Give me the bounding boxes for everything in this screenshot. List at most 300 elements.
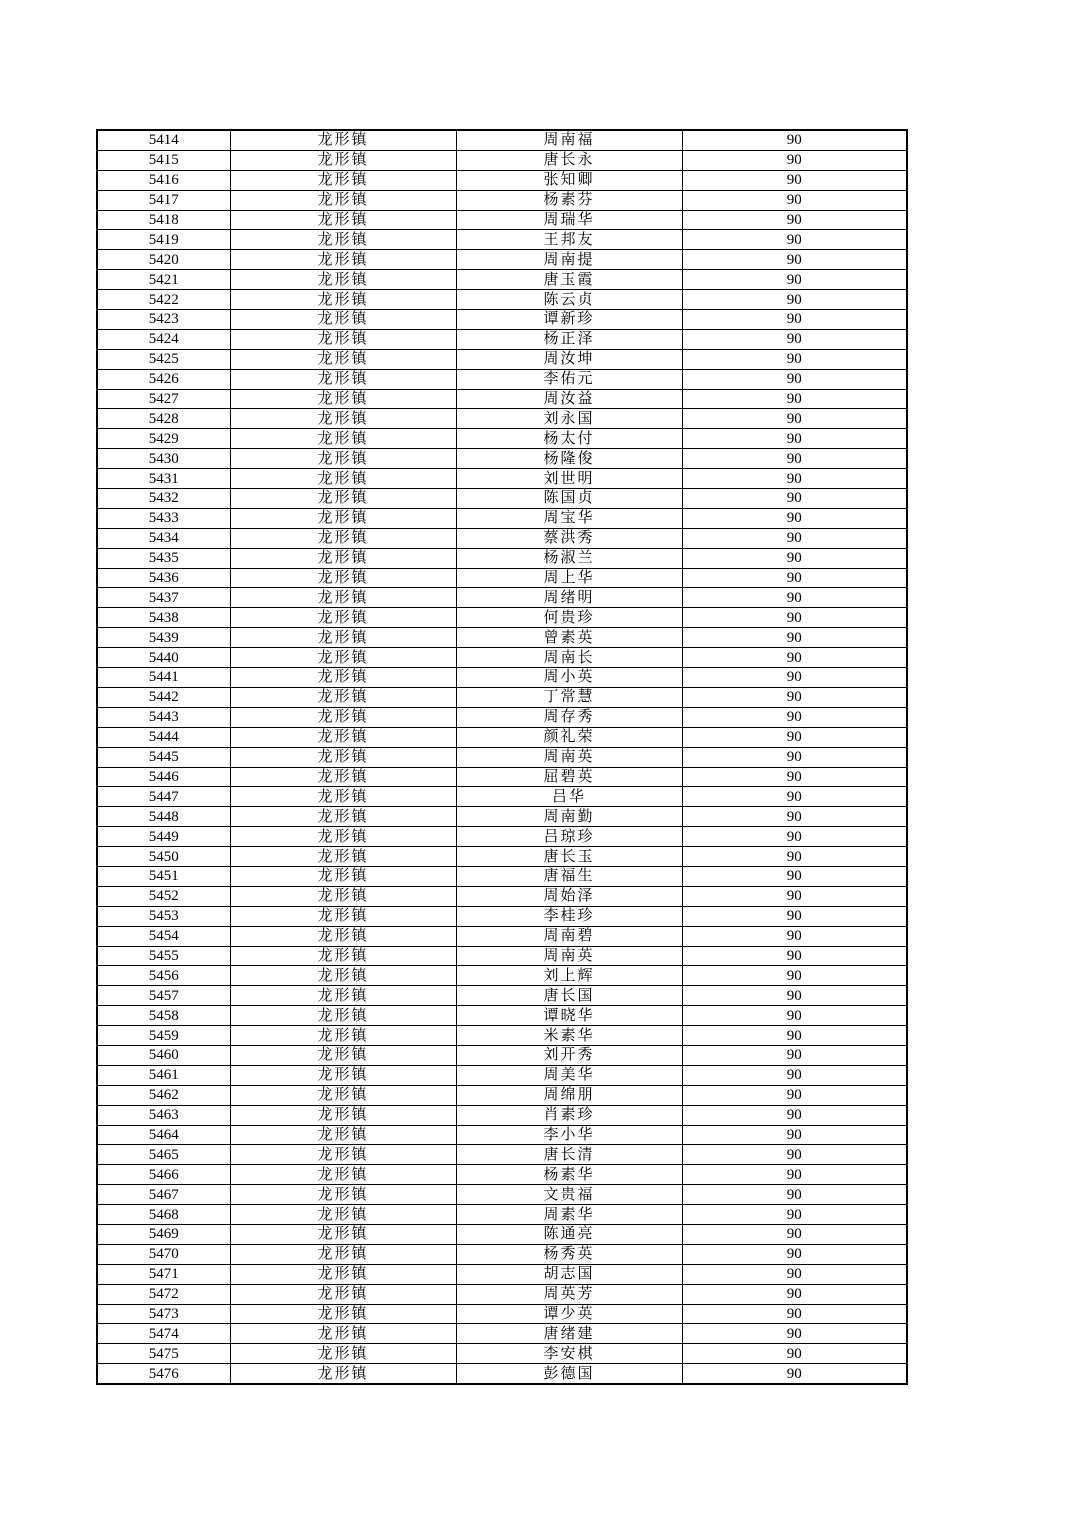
table-row: [97, 489, 907, 509]
name-cell: 周上华: [456, 568, 682, 588]
amount-cell: 90: [682, 250, 907, 270]
town-cell: 龙形镇: [230, 349, 456, 369]
town-cell: 龙形镇: [230, 727, 456, 747]
name-cell: 唐福生: [456, 866, 682, 886]
row-number-cell: 5428: [97, 409, 230, 429]
table-row: [97, 310, 907, 330]
amount-cell: 90: [682, 130, 907, 150]
row-number-cell: 5471: [97, 1264, 230, 1284]
table-row: [97, 409, 907, 429]
table-row: [97, 1105, 907, 1125]
amount-cell: 90: [682, 1185, 907, 1205]
table-row: [97, 1045, 907, 1065]
town-cell: 龙形镇: [230, 1364, 456, 1384]
table-row: [97, 210, 907, 230]
amount-cell: 90: [682, 429, 907, 449]
table-row: [97, 1224, 907, 1244]
row-number-cell: 5472: [97, 1284, 230, 1304]
row-number-cell: 5462: [97, 1085, 230, 1105]
town-cell: 龙形镇: [230, 1065, 456, 1085]
table-row: [97, 1185, 907, 1205]
town-cell: 龙形镇: [230, 449, 456, 469]
row-number-cell: 5420: [97, 250, 230, 270]
row-number-cell: 5415: [97, 150, 230, 170]
name-cell: 周始泽: [456, 886, 682, 906]
row-number-cell: 5432: [97, 489, 230, 509]
town-cell: 龙形镇: [230, 787, 456, 807]
name-cell: 周南碧: [456, 926, 682, 946]
table-row: [97, 847, 907, 867]
row-number-cell: 5430: [97, 449, 230, 469]
name-cell: 周南福: [456, 130, 682, 150]
amount-cell: 90: [682, 767, 907, 787]
amount-cell: 90: [682, 1085, 907, 1105]
table-row: [97, 1304, 907, 1324]
amount-cell: 90: [682, 508, 907, 528]
name-cell: 陈云贞: [456, 290, 682, 310]
row-number-cell: 5417: [97, 190, 230, 210]
name-cell: 周英芳: [456, 1284, 682, 1304]
row-number-cell: 5416: [97, 170, 230, 190]
amount-cell: 90: [682, 986, 907, 1006]
row-number-cell: 5444: [97, 727, 230, 747]
row-number-cell: 5449: [97, 827, 230, 847]
town-cell: 龙形镇: [230, 1006, 456, 1026]
row-number-cell: 5436: [97, 568, 230, 588]
name-cell: 杨隆俊: [456, 449, 682, 469]
row-number-cell: 5435: [97, 548, 230, 568]
table-row: [97, 389, 907, 409]
town-cell: 龙形镇: [230, 1105, 456, 1125]
town-cell: 龙形镇: [230, 1244, 456, 1264]
row-number-cell: 5464: [97, 1125, 230, 1145]
row-number-cell: 5418: [97, 210, 230, 230]
table-row: [97, 946, 907, 966]
table-row: [97, 1284, 907, 1304]
row-number-cell: 5473: [97, 1304, 230, 1324]
row-number-cell: 5422: [97, 290, 230, 310]
amount-cell: 90: [682, 588, 907, 608]
row-number-cell: 5467: [97, 1185, 230, 1205]
town-cell: 龙形镇: [230, 687, 456, 707]
town-cell: 龙形镇: [230, 1165, 456, 1185]
row-number-cell: 5465: [97, 1145, 230, 1165]
town-cell: 龙形镇: [230, 568, 456, 588]
name-cell: 周瑞华: [456, 210, 682, 230]
table-row: [97, 449, 907, 469]
town-cell: 龙形镇: [230, 1304, 456, 1324]
amount-cell: 90: [682, 469, 907, 489]
table-row: [97, 1324, 907, 1344]
row-number-cell: 5434: [97, 528, 230, 548]
town-cell: 龙形镇: [230, 409, 456, 429]
name-cell: 米素华: [456, 1026, 682, 1046]
name-cell: 谭少英: [456, 1304, 682, 1324]
table-body: [97, 130, 907, 1384]
amount-cell: 90: [682, 270, 907, 290]
row-number-cell: 5426: [97, 369, 230, 389]
amount-cell: 90: [682, 1065, 907, 1085]
row-number-cell: 5451: [97, 866, 230, 886]
table-row: [97, 608, 907, 628]
name-cell: 曾素英: [456, 628, 682, 648]
town-cell: 龙形镇: [230, 926, 456, 946]
name-cell: 周南提: [456, 250, 682, 270]
town-cell: 龙形镇: [230, 707, 456, 727]
name-cell: 胡志国: [456, 1264, 682, 1284]
town-cell: 龙形镇: [230, 866, 456, 886]
name-cell: 唐绪建: [456, 1324, 682, 1344]
name-cell: 周汝坤: [456, 349, 682, 369]
amount-cell: 90: [682, 329, 907, 349]
town-cell: 龙形镇: [230, 608, 456, 628]
amount-cell: 90: [682, 747, 907, 767]
table-row: [97, 906, 907, 926]
row-number-cell: 5438: [97, 608, 230, 628]
row-number-cell: 5443: [97, 707, 230, 727]
table-row: [97, 429, 907, 449]
name-cell: 周绪明: [456, 588, 682, 608]
town-cell: 龙形镇: [230, 1026, 456, 1046]
name-cell: 文贵福: [456, 1185, 682, 1205]
row-number-cell: 5448: [97, 807, 230, 827]
town-cell: 龙形镇: [230, 1224, 456, 1244]
amount-cell: 90: [682, 1165, 907, 1185]
row-number-cell: 5457: [97, 986, 230, 1006]
row-number-cell: 5440: [97, 648, 230, 668]
town-cell: 龙形镇: [230, 847, 456, 867]
name-cell: 彭德国: [456, 1364, 682, 1384]
name-cell: 周南长: [456, 648, 682, 668]
amount-cell: 90: [682, 1026, 907, 1046]
table-row: [97, 1165, 907, 1185]
table-row: [97, 1244, 907, 1264]
amount-cell: 90: [682, 449, 907, 469]
amount-cell: 90: [682, 190, 907, 210]
town-cell: 龙形镇: [230, 827, 456, 847]
town-cell: 龙形镇: [230, 1324, 456, 1344]
town-cell: 龙形镇: [230, 369, 456, 389]
table-row: [97, 1205, 907, 1225]
row-number-cell: 5446: [97, 767, 230, 787]
name-cell: 杨素华: [456, 1165, 682, 1185]
name-cell: 谭晓华: [456, 1006, 682, 1026]
name-cell: 陈国贞: [456, 489, 682, 509]
row-number-cell: 5439: [97, 628, 230, 648]
table-row: [97, 190, 907, 210]
table-row: [97, 568, 907, 588]
name-cell: 吕华: [456, 787, 682, 807]
table-row: [97, 1026, 907, 1046]
amount-cell: 90: [682, 568, 907, 588]
town-cell: 龙形镇: [230, 986, 456, 1006]
table-row: [97, 508, 907, 528]
name-cell: 唐长清: [456, 1145, 682, 1165]
amount-cell: 90: [682, 1006, 907, 1026]
amount-cell: 90: [682, 548, 907, 568]
amount-cell: 90: [682, 847, 907, 867]
row-number-cell: 5453: [97, 906, 230, 926]
name-cell: 刘上辉: [456, 966, 682, 986]
row-number-cell: 5431: [97, 469, 230, 489]
town-cell: 龙形镇: [230, 767, 456, 787]
name-cell: 周存秀: [456, 707, 682, 727]
row-number-cell: 5474: [97, 1324, 230, 1344]
town-cell: 龙形镇: [230, 1085, 456, 1105]
name-cell: 张知卿: [456, 170, 682, 190]
table-row: [97, 727, 907, 747]
row-number-cell: 5427: [97, 389, 230, 409]
row-number-cell: 5441: [97, 668, 230, 688]
row-number-cell: 5459: [97, 1026, 230, 1046]
table-row: [97, 548, 907, 568]
name-cell: 杨秀英: [456, 1244, 682, 1264]
name-cell: 周美华: [456, 1065, 682, 1085]
town-cell: 龙形镇: [230, 1264, 456, 1284]
row-number-cell: 5445: [97, 747, 230, 767]
data-table: [96, 129, 908, 1385]
amount-cell: 90: [682, 886, 907, 906]
town-cell: 龙形镇: [230, 329, 456, 349]
town-cell: 龙形镇: [230, 1284, 456, 1304]
town-cell: 龙形镇: [230, 1185, 456, 1205]
town-cell: 龙形镇: [230, 508, 456, 528]
table-row: [97, 886, 907, 906]
town-cell: 龙形镇: [230, 469, 456, 489]
table-row: [97, 290, 907, 310]
amount-cell: 90: [682, 1205, 907, 1225]
table-row: [97, 528, 907, 548]
table-row: [97, 150, 907, 170]
name-cell: 李佑元: [456, 369, 682, 389]
table-row: [97, 1065, 907, 1085]
table-row: [97, 866, 907, 886]
table-row: [97, 1006, 907, 1026]
table-row: [97, 1085, 907, 1105]
row-number-cell: 5423: [97, 310, 230, 330]
town-cell: 龙形镇: [230, 230, 456, 250]
table-row: [97, 687, 907, 707]
name-cell: 吕琼珍: [456, 827, 682, 847]
name-cell: 王邦友: [456, 230, 682, 250]
name-cell: 周南英: [456, 946, 682, 966]
name-cell: 李安棋: [456, 1344, 682, 1364]
town-cell: 龙形镇: [230, 648, 456, 668]
table-row: [97, 369, 907, 389]
row-number-cell: 5463: [97, 1105, 230, 1125]
amount-cell: 90: [682, 1284, 907, 1304]
amount-cell: 90: [682, 668, 907, 688]
name-cell: 谭新珍: [456, 310, 682, 330]
town-cell: 龙形镇: [230, 190, 456, 210]
amount-cell: 90: [682, 150, 907, 170]
amount-cell: 90: [682, 827, 907, 847]
row-number-cell: 5442: [97, 687, 230, 707]
amount-cell: 90: [682, 866, 907, 886]
name-cell: 唐长永: [456, 150, 682, 170]
row-number-cell: 5455: [97, 946, 230, 966]
row-number-cell: 5421: [97, 270, 230, 290]
town-cell: 龙形镇: [230, 906, 456, 926]
row-number-cell: 5450: [97, 847, 230, 867]
amount-cell: 90: [682, 1324, 907, 1344]
amount-cell: 90: [682, 608, 907, 628]
name-cell: 李桂珍: [456, 906, 682, 926]
table-row: [97, 1145, 907, 1165]
amount-cell: 90: [682, 1045, 907, 1065]
town-cell: 龙形镇: [230, 170, 456, 190]
amount-cell: 90: [682, 707, 907, 727]
table-row: [97, 1264, 907, 1284]
row-number-cell: 5469: [97, 1224, 230, 1244]
amount-cell: 90: [682, 528, 907, 548]
name-cell: 陈通亮: [456, 1224, 682, 1244]
town-cell: 龙形镇: [230, 628, 456, 648]
row-number-cell: 5414: [97, 130, 230, 150]
name-cell: 刘开秀: [456, 1045, 682, 1065]
amount-cell: 90: [682, 727, 907, 747]
row-number-cell: 5429: [97, 429, 230, 449]
table-row: [97, 588, 907, 608]
name-cell: 杨素芬: [456, 190, 682, 210]
town-cell: 龙形镇: [230, 946, 456, 966]
amount-cell: 90: [682, 290, 907, 310]
town-cell: 龙形镇: [230, 429, 456, 449]
name-cell: 周小英: [456, 668, 682, 688]
table-row: [97, 986, 907, 1006]
row-number-cell: 5468: [97, 1205, 230, 1225]
table-row: [97, 469, 907, 489]
town-cell: 龙形镇: [230, 130, 456, 150]
name-cell: 周南英: [456, 747, 682, 767]
table-row: [97, 130, 907, 150]
table-row: [97, 767, 907, 787]
name-cell: 唐长玉: [456, 847, 682, 867]
table-row: [97, 170, 907, 190]
row-number-cell: 5470: [97, 1244, 230, 1264]
town-cell: 龙形镇: [230, 389, 456, 409]
amount-cell: 90: [682, 926, 907, 946]
table-row: [97, 668, 907, 688]
amount-cell: 90: [682, 489, 907, 509]
table-row: [97, 807, 907, 827]
amount-cell: 90: [682, 1224, 907, 1244]
amount-cell: 90: [682, 310, 907, 330]
table-row: [97, 349, 907, 369]
row-number-cell: 5458: [97, 1006, 230, 1026]
table-row: [97, 707, 907, 727]
amount-cell: 90: [682, 966, 907, 986]
town-cell: 龙形镇: [230, 528, 456, 548]
row-number-cell: 5466: [97, 1165, 230, 1185]
amount-cell: 90: [682, 906, 907, 926]
amount-cell: 90: [682, 1105, 907, 1125]
amount-cell: 90: [682, 946, 907, 966]
table-row: [97, 329, 907, 349]
town-cell: 龙形镇: [230, 1045, 456, 1065]
amount-cell: 90: [682, 1244, 907, 1264]
amount-cell: 90: [682, 230, 907, 250]
amount-cell: 90: [682, 369, 907, 389]
name-cell: 丁常慧: [456, 687, 682, 707]
row-number-cell: 5460: [97, 1045, 230, 1065]
name-cell: 杨太付: [456, 429, 682, 449]
name-cell: 周素华: [456, 1205, 682, 1225]
amount-cell: 90: [682, 1145, 907, 1165]
row-number-cell: 5461: [97, 1065, 230, 1085]
amount-cell: 90: [682, 628, 907, 648]
table-row: [97, 250, 907, 270]
row-number-cell: 5456: [97, 966, 230, 986]
amount-cell: 90: [682, 787, 907, 807]
town-cell: 龙形镇: [230, 290, 456, 310]
amount-cell: 90: [682, 349, 907, 369]
table-row: [97, 628, 907, 648]
row-number-cell: 5425: [97, 349, 230, 369]
table-row: [97, 1364, 907, 1384]
amount-cell: 90: [682, 807, 907, 827]
town-cell: 龙形镇: [230, 668, 456, 688]
name-cell: 何贵珍: [456, 608, 682, 628]
amount-cell: 90: [682, 389, 907, 409]
name-cell: 肖素珍: [456, 1105, 682, 1125]
table-row: [97, 827, 907, 847]
town-cell: 龙形镇: [230, 747, 456, 767]
name-cell: 刘世明: [456, 469, 682, 489]
name-cell: 唐玉霞: [456, 270, 682, 290]
table-row: [97, 926, 907, 946]
row-number-cell: 5424: [97, 329, 230, 349]
town-cell: 龙形镇: [230, 210, 456, 230]
town-cell: 龙形镇: [230, 1125, 456, 1145]
town-cell: 龙形镇: [230, 1344, 456, 1364]
town-cell: 龙形镇: [230, 489, 456, 509]
town-cell: 龙形镇: [230, 966, 456, 986]
town-cell: 龙形镇: [230, 250, 456, 270]
town-cell: 龙形镇: [230, 886, 456, 906]
table-row: [97, 787, 907, 807]
amount-cell: 90: [682, 1264, 907, 1284]
name-cell: 蔡洪秀: [456, 528, 682, 548]
amount-cell: 90: [682, 1364, 907, 1384]
town-cell: 龙形镇: [230, 588, 456, 608]
table-row: [97, 230, 907, 250]
row-number-cell: 5475: [97, 1344, 230, 1364]
name-cell: 杨淑兰: [456, 548, 682, 568]
name-cell: 李小华: [456, 1125, 682, 1145]
town-cell: 龙形镇: [230, 270, 456, 290]
amount-cell: 90: [682, 170, 907, 190]
town-cell: 龙形镇: [230, 1145, 456, 1165]
row-number-cell: 5447: [97, 787, 230, 807]
town-cell: 龙形镇: [230, 1205, 456, 1225]
table-row: [97, 966, 907, 986]
row-number-cell: 5419: [97, 230, 230, 250]
name-cell: 唐长国: [456, 986, 682, 1006]
amount-cell: 90: [682, 409, 907, 429]
amount-cell: 90: [682, 210, 907, 230]
amount-cell: 90: [682, 1304, 907, 1324]
row-number-cell: 5454: [97, 926, 230, 946]
row-number-cell: 5437: [97, 588, 230, 608]
row-number-cell: 5433: [97, 508, 230, 528]
name-cell: 周汝益: [456, 389, 682, 409]
town-cell: 龙形镇: [230, 548, 456, 568]
row-number-cell: 5476: [97, 1364, 230, 1384]
name-cell: 杨正泽: [456, 329, 682, 349]
amount-cell: 90: [682, 648, 907, 668]
name-cell: 周宝华: [456, 508, 682, 528]
